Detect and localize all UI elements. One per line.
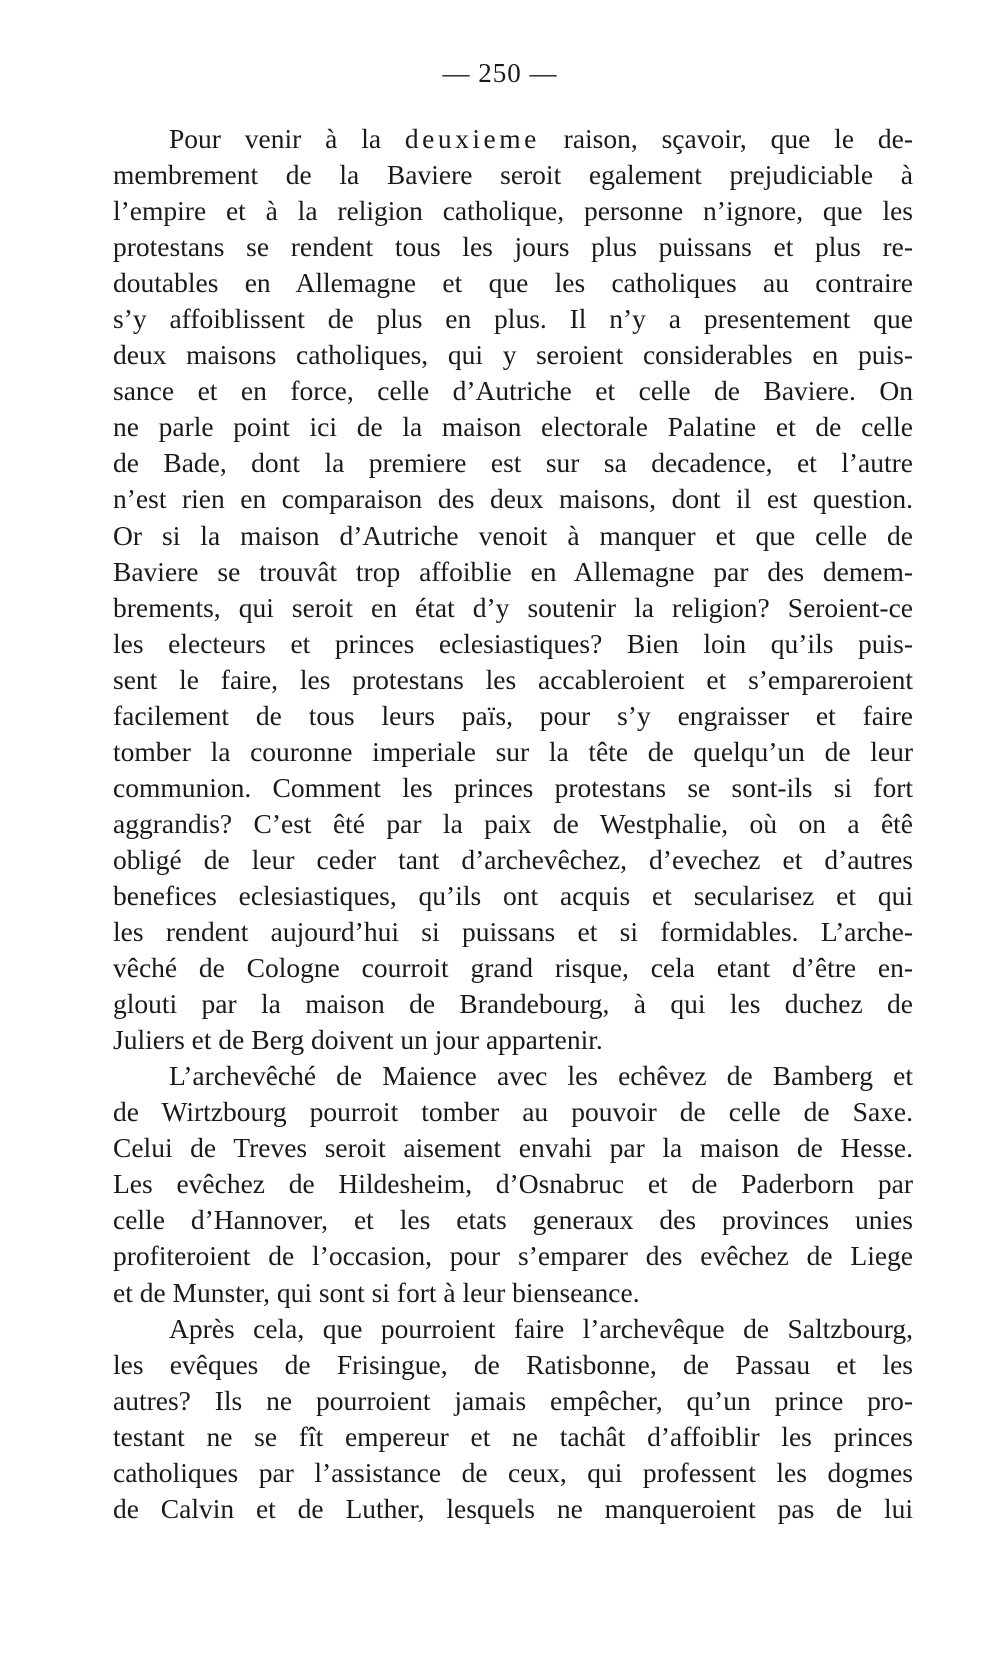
text-line: vêché de Cologne courroit grand risque, cela etant d’être en-: [113, 952, 913, 984]
text-line: n’est rien en comparaison des deux maisons, dont il est question.: [113, 483, 913, 515]
page-number: — 250 —: [442, 58, 558, 88]
text-line: Les evêchez de Hildesheim, d’Osnabruc et de Paderborn par: [113, 1168, 913, 1200]
text-line: Celui de Treves seroit aisement envahi par la maison de Hesse.: [113, 1132, 913, 1164]
text-line: deux maisons catholiques, qui y seroient considerables en puis-: [113, 339, 913, 371]
text-line: tomber la couronne imperiale sur la tête de quelqu’un de leur: [113, 735, 913, 767]
text-line: les evêques de Frisingue, de Ratisbonne, de Passau et les: [113, 1348, 913, 1380]
body-text: [113, 121, 913, 1527]
text-line: facilement de tous leurs païs, pour s’y engraisser et faire: [113, 699, 913, 731]
text-line: benefices eclesiastiques, qu’ils ont acquis et secularisez et qui: [113, 879, 913, 911]
text-line: autres? Ils ne pourroient jamais empêcher, qu’un prince pro-: [113, 1384, 913, 1416]
text-line: Pour venir à la deuxieme raison, sçavoir, que le de-: [169, 123, 913, 154]
text-line: Or si la maison d’Autriche venoit à manquer et que celle de: [113, 519, 913, 551]
text-line: les electeurs et princes eclesiastiques? Bien loin qu’ils puis-: [113, 627, 913, 659]
text-line: profiteroient de l’occasion, pour s’emparer des evêchez de Liege: [113, 1240, 913, 1272]
text-line: communion. Comment les princes protestans se sont-ils si fort: [113, 771, 913, 803]
text-line: de Calvin et de Luther, lesquels ne manqueroient pas de lui: [113, 1492, 913, 1524]
text-line: l’empire et à la religion catholique, personne n’ignore, que les: [113, 195, 913, 227]
emphasized-word: deuxieme: [404, 123, 540, 154]
text-line: glouti par la maison de Brandebourg, à qui les duchez de: [113, 988, 913, 1020]
text-line: Après cela, que pourroient faire l’archevêque de Saltzbourg,: [169, 1312, 913, 1344]
text-line: testant ne se fît empereur et ne tachât d’affoiblir les princes: [113, 1420, 913, 1452]
text-line: sent le faire, les protestans les accableroient et s’empareroient: [113, 663, 913, 695]
text-line: L’archevêché de Maience avec les echêvez de Bamberg et: [169, 1060, 913, 1092]
text-line: les rendent aujourd’hui si puissans et si formidables. L’arche-: [113, 916, 913, 948]
text-line: Baviere se trouvât trop affoiblie en Allemagne par des demem-: [113, 555, 913, 587]
text-line: celle d’Hannover, et les etats generaux des provinces unies: [113, 1204, 913, 1236]
text-line: ne parle point ici de la maison electorale Palatine et de celle: [113, 411, 913, 443]
text-line: aggrandis? C’est êté par la paix de Westphalie, où on a êtê: [113, 807, 913, 839]
text-line: de Bade, dont la premiere est sur sa decadence, et l’autre: [113, 447, 913, 479]
text-line: protestans se rendent tous les jours plus puissans et plus re-: [113, 231, 913, 263]
text-line: de Wirtzbourg pourroit tomber au pouvoir de celle de Saxe.: [113, 1096, 913, 1128]
text-line: s’y affoiblissent de plus en plus. Il n’y a presentement que: [113, 303, 913, 335]
text-line: membrement de la Baviere seroit egalement prejudiciable à: [113, 159, 913, 191]
text-line: sance et en force, celle d’Autriche et celle de Baviere. On: [113, 375, 913, 407]
text-line: et de Munster, qui sont si fort à leur bienseance.: [113, 1276, 640, 1308]
text-line: brements, qui seroit en état d’y soutenir la religion? Seroient-ce: [113, 591, 913, 623]
text-line: catholiques par l’assistance de ceux, qui professent les dogmes: [113, 1456, 913, 1488]
text-line: Juliers et de Berg doivent un jour appartenir.: [113, 1024, 603, 1056]
text-line: obligé de leur ceder tant d’archevêchez, d’evechez et d’autres: [113, 843, 913, 875]
text-line: doutables en Allemagne et que les catholiques au contraire: [113, 267, 913, 299]
